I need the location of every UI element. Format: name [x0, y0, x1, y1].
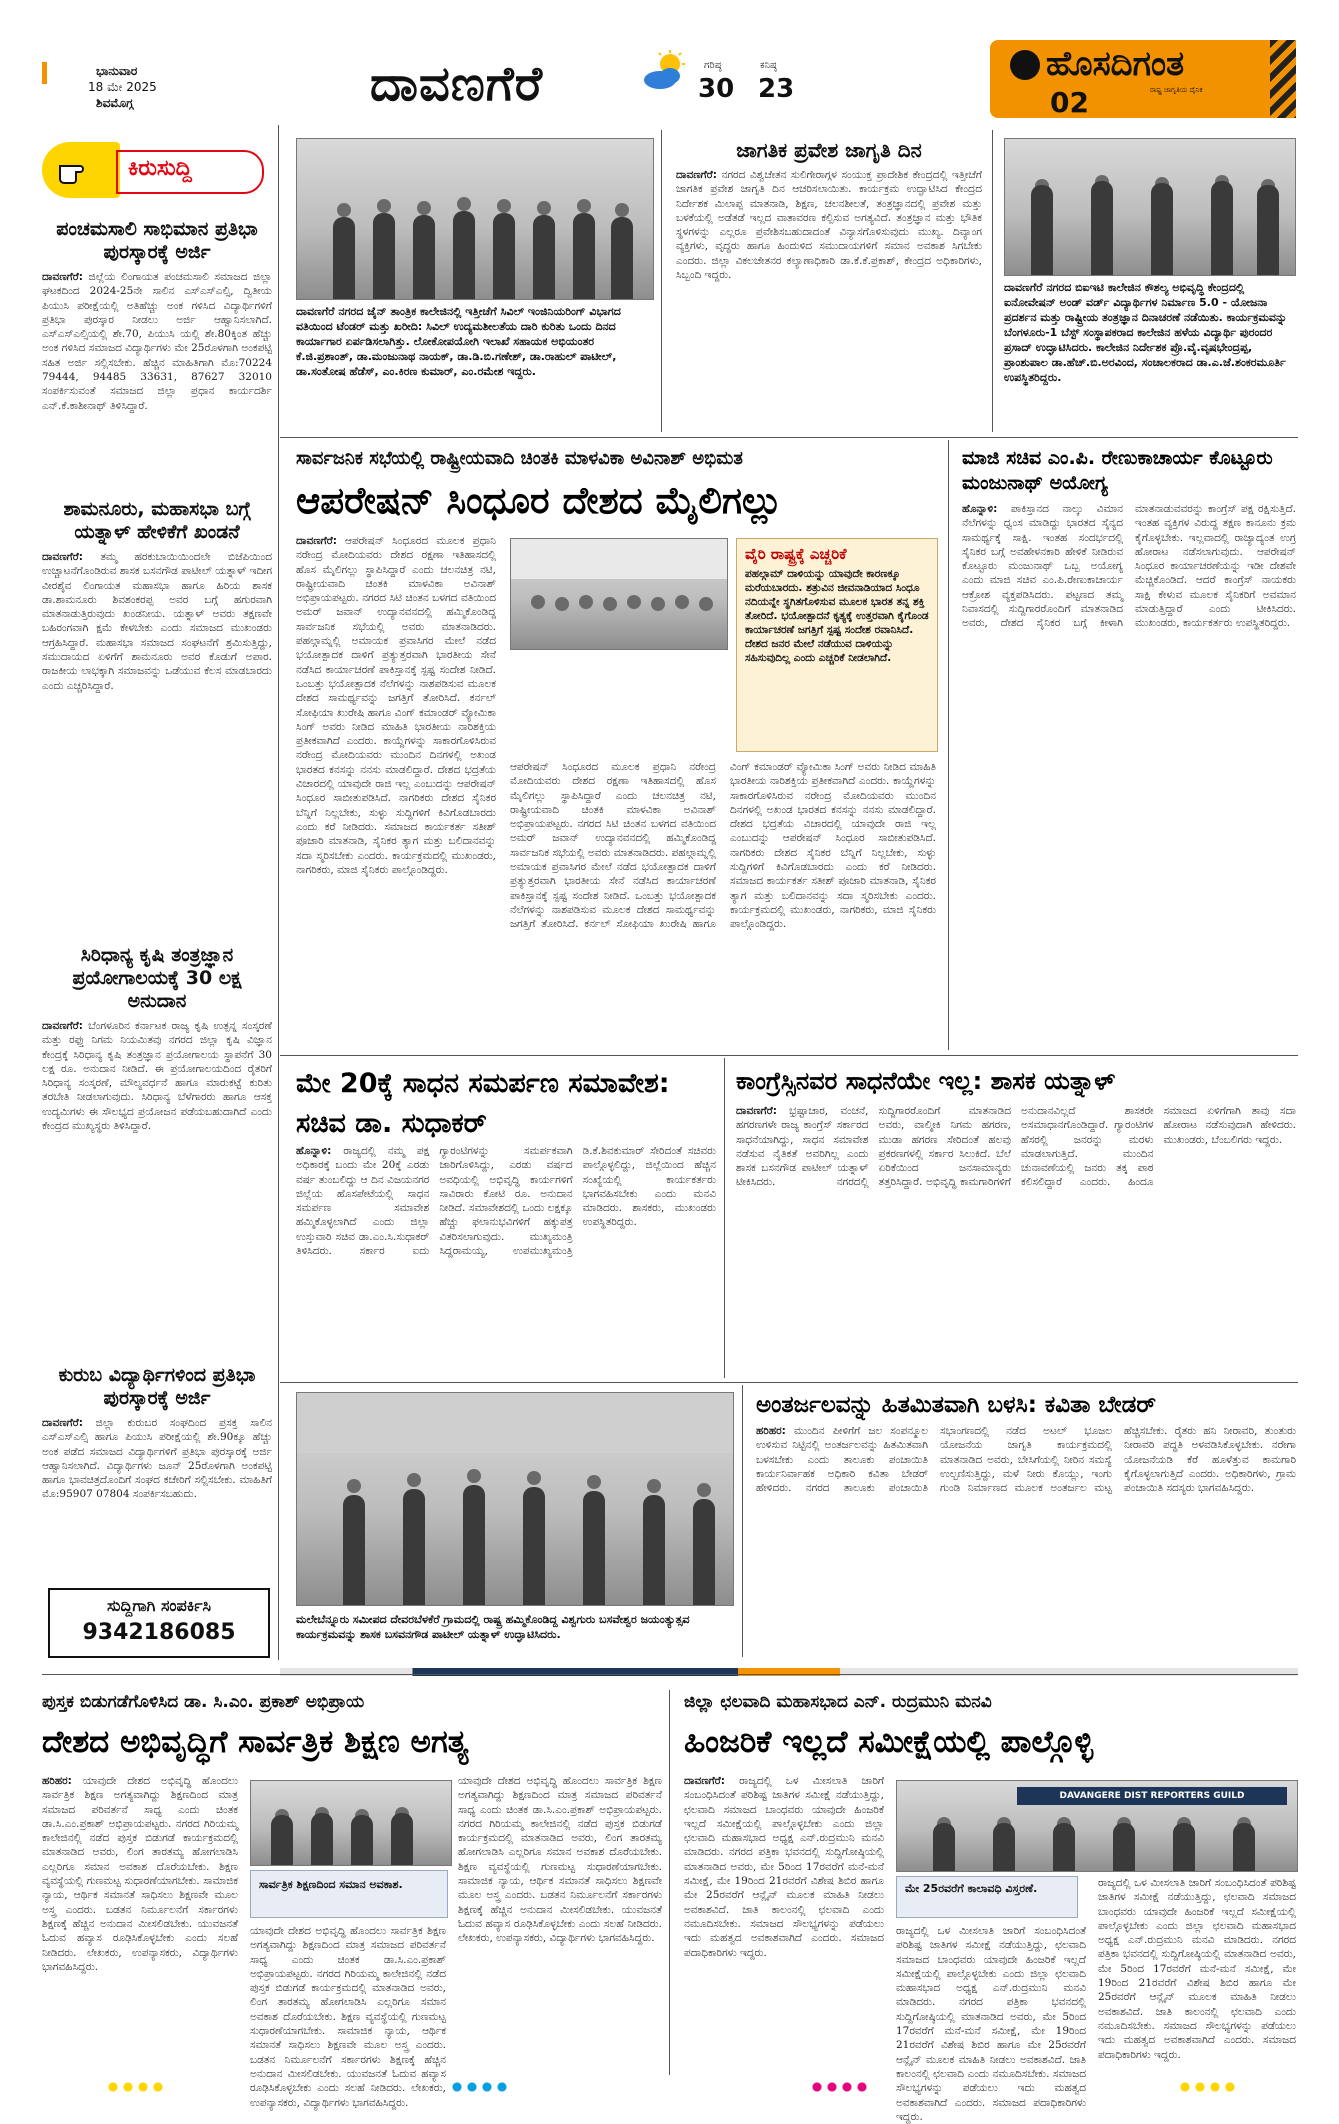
pointing-hand-icon	[58, 156, 98, 184]
brief-4-text: ಜಿಲ್ಲಾ ಕುರುಬರ ಸಂಘದಿಂದ ಪ್ರಸಕ್ತ ಸಾಲಿನ ಎಸ್ಎಸ್ಎಲ್ಸಿ ಹಾಗೂ ಪಿಯುಸಿ ಪರೀಕ್ಷೆಯಲ್ಲಿ ಶೇ.90ಕ್ಕೂ ಹೆಚ್ಚು ಅಂಕ ಪಡೆದ ಸಮಾಜದ ವಿದ್ಯಾರ್ಥಿಗಳಿಗೆ ಪ್ರತಿಭಾ ಪುರಸ್ಕಾರಕ್ಕೆ ಅರ್ಜಿ ಆಹ್ವಾನಿಸಲಾಗಿದೆ. ವಿದ್ಯಾರ್ಥಿಗಳು ಜೂನ್ 25ರೊಳಗಾಗಿ ಅಂಕಪಟ್ಟಿ ಹಾಗೂ ಭಾವಚಿತ್ರದೊಂದಿಗೆ ಸಂಘದ ಕಚೇರಿಗೆ ಸಲ್ಲಿಸಬೇಕು. ಮಾಹಿತಿಗೆ ಮೊ:95907 07804 ಸಂಪರ್ಕಿಸಬಹುದು.	[42, 1417, 273, 1501]
yatnal-headline: ಕಾಂಗ್ರೆಸ್ಸಿನವರ ಸಾಧನೆಯೇ ಇಲ್ಲ: ಶಾಸಕ ಯತ್ನಾಳ್	[736, 1067, 1116, 1095]
header-day: ಭಾನುವಾರ	[96, 64, 138, 78]
contact-label: ಸುದ್ದಿಗಾಗಿ ಸಂಪರ್ಕಿಸಿ	[106, 1596, 212, 1615]
lead-body-col1	[296, 534, 496, 1044]
top-rule-2	[992, 130, 993, 432]
mid-section-rule	[280, 1055, 1298, 1056]
rudramuni-text-cont2: ರಾಜ್ಯದಲ್ಲಿ ಒಳ ಮೀಸಲಾತಿ ಜಾರಿಗೆ ಸಂಬಂಧಿಸಿದಂತೆ ಪರಿಶಿಷ್ಟ ಜಾತಿಗಳ ಸಮೀಕ್ಷೆ ನಡೆಯುತ್ತಿದ್ದು, ಛಲವಾದಿ ಸಮಾಜದ ಬಾಂಧವರು ಯಾವುದೇ ಹಿಂಜರಿಕೆ ಇಲ್ಲದೆ ಸಮೀಕ್ಷೆಯಲ್ಲಿ ಪಾಲ್ಗೊಳ್ಳಬೇಕು ಎಂದು ಜಿಲ್ಲಾ ಛಲವಾದಿ ಮಹಾಸಭಾದ ಅಧ್ಯಕ್ಷ ಎನ್.ರುದ್ರಮುನಿ ಮನವಿ ಮಾಡಿದರು. ನಗರದ ಪತ್ರಿಕಾ ಭವನದಲ್ಲಿ ಸುದ್ದಿಗೋಷ್ಠಿಯಲ್ಲಿ ಮಾತನಾಡಿದ ಅವರು, ಮೇ 5ರಿಂದ 17ರವರೆಗೆ ಮನೆ-ಮನೆ ಸಮೀಕ್ಷೆ, ಮೇ 19ರಿಂದ 21ರವರೆಗೆ ವಿಶೇಷ ಶಿಬಿರ ಹಾಗೂ ಮೇ 25ರವರೆಗೆ ಆನ್ಲೈನ್ ಮೂಲಕ ಮಾಹಿತಿ ನೀಡಲು ಅವಕಾಶವಿದೆ. ಜಾತಿ ಕಾಲಂನಲ್ಲಿ ಛಲವಾದಿ ಎಂದು ನಮೂದಿಸಬೇಕು. ಸಮಾಜದ ಸೌಲಭ್ಯಗಳನ್ನು ಪಡೆಯಲು ಇದು ಮಹತ್ವದ ಅವಕಾಶವಾಗಿದೆ ಎಂದರು. ಸಮಾಜದ ಪದಾಧಿಕಾರಿಗಳು ಇದ್ದರು.	[1098, 1877, 1296, 2061]
brief-1-title: ಪಂಚಮಸಾಲಿ ಸಾಭಿಮಾನ ಪ್ರತಿಭಾ ಪುರಸ್ಕಾರಕ್ಕೆ ಅರ್ಜಿ	[56, 218, 258, 263]
renuka-body	[962, 502, 1296, 1046]
renuka-text: ಪಾಕಿಸ್ತಾನದ ನಾಲ್ಕು ವಿಮಾನ ನೆಲೆಗಳನ್ನು ಧ್ವಂಸ ಮಾಡಿದ್ದು ಭಾರತದ ಸೈನ್ಯದ ಸಾಮರ್ಥ್ಯಕ್ಕೆ ಸಾಕ್ಷಿ. ಇಂತಹ ಸಂದರ್ಭದಲ್ಲಿ ಸೈನಿಕರ ಬಗ್ಗೆ ಅವಹೇಳನಕಾರಿ ಹೇಳಿಕೆ ನೀಡಿರುವ ಕೊಟ್ಟೂರು ಮಂಜುನಾಥ್ ಒಬ್ಬ ಅಯೋಗ್ಯ ಎಂದು ಮಾಜಿ ಸಚಿವ ಎಂ.ಪಿ.ರೇಣುಕಾಚಾರ್ಯ ಆಕ್ರೋಶ ವ್ಯಕ್ತಪಡಿಸಿದರು. ಪಟ್ಟಣದ ತಮ್ಮ ನಿವಾಸದಲ್ಲಿ ಸುದ್ದಿಗಾರರೊಂದಿಗೆ ಮಾತನಾಡಿದ ಅವರು, ದೇಶದ ಸೈನಿಕರ ಬಗ್ಗೆ ಕೀಳಾಗಿ ಮಾತನಾಡುವವರನ್ನು ಕಾಂಗ್ರೆಸ್ ಪಕ್ಷ ರಕ್ಷಿಸುತ್ತಿದೆ. ಇಂತಹ ವ್ಯಕ್ತಿಗಳ ವಿರುದ್ಧ ತಕ್ಷಣ ಕಾನೂನು ಕ್ರಮ ಕೈಗೊಳ್ಳಬೇಕು. ಇಲ್ಲವಾದಲ್ಲಿ ರಾಜ್ಯಾದ್ಯಂತ ಉಗ್ರ ಹೋರಾಟ ನಡೆಸಲಾಗುವುದು. ಆಪರೇಷನ್ ಸಿಂಧೂರ ಕಾರ್ಯಾಚರಣೆಯನ್ನು ಇಡೀ ದೇಶವೇ ಮೆಚ್ಚಿಕೊಂಡಿದೆ. ಆದರೆ ಕಾಂಗ್ರೆಸ್ ನಾಯಕರು ಸಾಕ್ಷಿ ಕೇಳುವ ಮೂಲಕ ಸೈನಿಕರಿಗೆ ಅವಮಾನ ಮಾಡುತ್ತಿದ್ದಾರೆ ಎಂದು ಟೀಕಿಸಿದರು. ಮುಖಂಡರು, ಕಾರ್ಯಕರ್ತರು ಉಪಸ್ಥಿತರಿದ್ದರು.	[962, 503, 1296, 630]
registration-marks-center	[452, 2082, 512, 2092]
brief-4-dateline: ದಾವಣಗೆರೆ:	[42, 1417, 83, 1429]
left-column-rule	[278, 125, 279, 1660]
rudramuni-dateline: ದಾವಣಗೆರೆ:	[684, 1775, 725, 1787]
lead-right-rule	[948, 440, 949, 1050]
registration-marks-mid	[812, 2082, 872, 2092]
brief-4-body	[42, 1416, 272, 1586]
bottom-rule	[669, 1690, 670, 2075]
exhibition-photo-caption: ದಾವಣಗೆರೆ ನಗರದ ಬಿಐಇಟಿ ಕಾಲೇಜಿನ ಕೌಶಲ್ಯ ಅಭಿವೃದ್ಧಿ ಕೇಂದ್ರದಲ್ಲಿ ಐನೋವೇಷನ್ ಅಂಡ್ ವರ್ಡ್ ವಿದ್ಯಾರ್ಥಿಗಳ ನಿರ್ಮಾಣ 5.0 - ಯೋಜನಾ ಪ್ರದರ್ಶನ ಮತ್ತು ರಾಷ್ಟ್ರೀಯ ತಂತ್ರಜ್ಞಾನ ದಿನಾಚರಣೆ ನಡೆಯಿತು. ಕಾರ್ಯಕ್ರಮವನ್ನು ಬೆಂಗಳೂರು-1 ಬೆಸ್ಟ್ ಸಂಸ್ಥಾಪಕರಾದ ಕಾಲೇಜಿನ ಹಳೆಯ ವಿದ್ಯಾರ್ಥಿ ಪುರಂದರ ಪ್ರಸಾದ್ ಉದ್ಘಾಟಿಸಿದರು. ಕಾಲೇಜಿನ ನಿರ್ದೇಶಕ ಪ್ರೊ.ವೈ.ವೃಷಭೇಂದ್ರಪ್ಪ, ಪ್ರಾಂಶುಪಾಲ ಡಾ.ಹೆಚ್.ಬಿ.ಅರವಿಂದ, ಸಂಚಾಲಕರಾದ ಡಾ.ಎ.ಜೆ.ಶಂಕರಮೂರ್ತಿ ಉಪಸ್ಥಿತರಿದ್ದರು.	[1004, 281, 1288, 384]
brief-1-body	[42, 270, 272, 480]
exhibition-photo	[1004, 138, 1296, 276]
prakash-headline: ದೇಶದ ಅಭಿವೃದ್ಧಿಗೆ ಸಾರ್ವತ್ರಿಕ ಶಿಕ್ಷಣ ಅಗತ್ಯ	[42, 1724, 469, 1760]
sudhakar-headline: ಮೇ 20ಕ್ಕೆ ಸಾಧನ ಸಮರ್ಪಣ ಸಮಾವೇಶ: ಸಚಿವ ಡಾ. ಸುಧಾಕರ್	[296, 1068, 670, 1139]
awareness-body	[676, 168, 982, 430]
rudramuni-callout	[896, 1876, 1078, 1918]
prakash-text: ಯಾವುದೇ ದೇಶದ ಅಭಿವೃದ್ಧಿ ಹೊಂದಲು ಸಾರ್ವತ್ರಿಕ ಶಿಕ್ಷಣ ಅಗತ್ಯವಾಗಿದ್ದು ಶಿಕ್ಷಣದಿಂದ ಮಾತ್ರ ಸಮಾಜದ ಪರಿವರ್ತನೆ ಸಾಧ್ಯ ಎಂದು ಚಿಂತಕ ಡಾ.ಸಿ.ಎಂ.ಪ್ರಕಾಶ್ ಅಭಿಪ್ರಾಯಪಟ್ಟರು. ನಗರದ ಗಿರಿಯಮ್ಮ ಕಾಲೇಜಿನಲ್ಲಿ ನಡೆದ ಪುಸ್ತಕ ಬಿಡುಗಡೆ ಕಾರ್ಯಕ್ರಮದಲ್ಲಿ ಮಾತನಾಡಿದ ಅವರು, ಲಿಂಗ ತಾರತಮ್ಯ ಹೋಗಲಾಡಿಸಿ ಎಲ್ಲರಿಗೂ ಸಮಾನ ಅವಕಾಶ ದೊರೆಯಬೇಕು. ಶಿಕ್ಷಣ ವ್ಯವಸ್ಥೆಯಲ್ಲಿ ಗುಣಮಟ್ಟ ಸುಧಾರಣೆಯಾಗಬೇಕು. ಸಾಮಾಜಿಕ ನ್ಯಾಯ, ಆರ್ಥಿಕ ಸಮಾನತೆ ಸಾಧಿಸಲು ಶಿಕ್ಷಣವೇ ಮೂಲ ಅಸ್ತ್ರ ಎಂದರು. ಬಡತನ ನಿರ್ಮೂಲನೆಗೆ ಸರ್ಕಾರಗಳು ಶಿಕ್ಷಣಕ್ಕೆ ಹೆಚ್ಚಿನ ಅನುದಾನ ಮೀಸಲಿಡಬೇಕು. ಯುವಜನತೆ ಓದುವ ಹವ್ಯಾಸ ರೂಢಿಸಿಕೊಳ್ಳಬೇಕು ಎಂದು ಸಲಹೆ ನೀಡಿದರು. ಲೇಖಕರು, ಉಪನ್ಯಾಸಕರು, ವಿದ್ಯಾರ್ಥಿಗಳು ಭಾಗವಹಿಸಿದ್ದರು.	[42, 1775, 238, 1973]
header-accent-bar	[42, 62, 47, 84]
bottom-band-rule	[42, 1674, 1298, 1675]
press-banner: DAVANGERE DIST REPORTERS GUILD	[1017, 1787, 1287, 1805]
lead-kicker: ಸಾರ್ವಜನಿಕ ಸಭೆಯಲ್ಲಿ ರಾಷ್ಟ್ರೀಯವಾದಿ ಚಿಂತಕಿ ಮಾಳವಿಕಾ ಅವಿನಾಶ್ ಅಭಿಮತ	[296, 448, 743, 469]
min-temp: 23	[758, 74, 795, 104]
brief-3-title: ಸಿರಿಧಾನ್ಯ ಕೃಷಿ ತಂತ್ರಜ್ಞಾನ ಪ್ರಯೋಗಾಲಯಕ್ಕೆ 30 ಲಕ್ಷ ಅನುದಾನ	[72, 944, 242, 1012]
page-number: 02	[1050, 86, 1089, 119]
brand-tagline: ರಾಷ್ಟ್ರ ಜಾಗೃತಿಯ ದೈನಿಕ	[1150, 86, 1203, 94]
contact-box	[48, 1588, 270, 1658]
awareness-title: ಜಾಗತಿಕ ಪ್ರವೇಶ ಜಾಗೃತಿ ದಿನ	[736, 138, 922, 162]
brief-1	[42, 218, 272, 480]
brief-4-title: ಕುರುಬ ವಿದ್ಯಾರ್ಥಿಗಳಿಂದ ಪ್ರತಿಭಾ ಪುರಸ್ಕಾರಕ್ಕೆ ಅರ್ಜಿ	[58, 1364, 256, 1409]
rudramuni-callout-text: ಮೇ 25ರವರೆಗೆ ಕಾಲಾವಧಿ ವಿಸ್ತರಣೆ.	[905, 1882, 1038, 1895]
lead-dateline: ದಾವಣಗೆರೆ:	[296, 535, 337, 547]
rudramuni-body-col2	[896, 1924, 1086, 2123]
weather-icon	[640, 50, 688, 94]
kavitha-dateline: ಹರಿಹರ:	[756, 1425, 786, 1437]
yatnal-text: ಭ್ರಷ್ಟಾಚಾರ, ವಂಚನೆ, ಹಗರಣಗಳೇ ರಾಜ್ಯ ಕಾಂಗ್ರೆಸ್ ಸರ್ಕಾರದ ಸಾಧನೆಯಾಗಿದ್ದು, ಸಾಧನ ಸಮಾವೇಶ ನಡೆಸುವ ನೈತಿಕತೆ ಅವರಿಗಿಲ್ಲ ಎಂದು ಶಾಸಕ ಬಸನಗೌಡ ಪಾಟೀಲ್ ಯತ್ನಾಳ್ ಟೀಕಿಸಿದರು. ನಗರದಲ್ಲಿ ಸುದ್ದಿಗಾರರೊಂದಿಗೆ ಮಾತನಾಡಿದ ಅವರು, ವಾಲ್ಮೀಕಿ ನಿಗಮ ಹಗರಣ, ಮುಡಾ ಹಗರಣ ಸೇರಿದಂತೆ ಹಲವು ಪ್ರಕರಣಗಳಲ್ಲಿ ಸರ್ಕಾರ ಸಿಲುಕಿದೆ. ಬೆಲೆ ಏರಿಕೆಯಿಂದ ಜನಸಾಮಾನ್ಯರು ತತ್ತರಿಸಿದ್ದಾರೆ. ಅಭಿವೃದ್ಧಿ ಕಾಮಗಾರಿಗಳಿಗೆ ಅನುದಾನವಿಲ್ಲದೆ ಶಾಸಕರೇ ಅಸಮಾಧಾನಗೊಂಡಿದ್ದಾರೆ. ಗ್ಯಾರಂಟಿಗಳ ಹೆಸರಲ್ಲಿ ಜನರನ್ನು ಮರಳು ಮಾಡಲಾಗುತ್ತಿದೆ. ಮುಂದಿನ ಚುನಾವಣೆಯಲ್ಲಿ ಜನರು ತಕ್ಕ ಪಾಠ ಕಲಿಸಲಿದ್ದಾರೆ ಎಂದರು. ಹಿಂದೂ ಸಮಾಜದ ಏಳಿಗೆಗಾಗಿ ತಾವು ಸದಾ ಹೋರಾಟ ನಡೆಸುವುದಾಗಿ ಹೇಳಿದರು. ಮುಖಂಡರು, ಬೆಂಬಲಿಗರು ಇದ್ದರು.	[736, 1105, 1296, 1189]
brief-2-text: ತಮ್ಮ ಹರಕುಬಾಯಿಯಿಂದಲೇ ಬಿಜೆಪಿಯಿಂದ ಉಚ್ಚಾಟನೆಗೊಂಡಿರುವ ಶಾಸಕ ಬಸನಗೌಡ ಪಾಟೀಲ್ ಯತ್ನಾಳ್ ಇದೀಗ ವೀರಶೈವ ಲಿಂಗಾಯತ ಮಹಾಸಭಾ ಹಾಗೂ ಹಿರಿಯ ಶಾಸಕ ಡಾ.ಶಾಮನೂರು ಶಿವಶಂಕರಪ್ಪ ಅವರ ಬಗ್ಗೆ ಹಗುರವಾಗಿ ಮಾತನಾಡುತ್ತಿರುವುದು ಖಂಡನೀಯ. ಯತ್ನಾಳ್ ಅವರು ತಕ್ಷಣವೇ ಬಹಿರಂಗವಾಗಿ ಕ್ಷಮೆ ಕೇಳಬೇಕು ಎಂದು ಸಮಾಜದ ಮುಖಂಡರು ಆಗ್ರಹಿಸಿದ್ದಾರೆ. ಮಹಾಸಭಾ ಸಮಾಜದ ಸಂಘಟನೆಗೆ ಶ್ರಮಿಸುತ್ತಿದ್ದು, ಸಮುದಾಯದ ಏಳಿಗೆಗೆ ಶಾಮನೂರು ಅವರ ಕೊಡುಗೆ ಅಪಾರ. ರಾಜಕೀಯ ಲಾಭಕ್ಕಾಗಿ ಸಮಾಜವನ್ನು ಒಡೆಯುವ ಕೆಲಸ ಮಾಡಬಾರದು ಎಂದು ಎಚ್ಚರಿಸಿದ್ದಾರೆ.	[42, 551, 272, 692]
lead-text: ಆಪರೇಷನ್ ಸಿಂಧೂರದ ಮೂಲಕ ಪ್ರಧಾನಿ ನರೇಂದ್ರ ಮೋದಿಯವರು ದೇಶದ ರಕ್ಷಣಾ ಇತಿಹಾಸದಲ್ಲಿ ಹೊಸ ಮೈಲಿಗಲ್ಲು ಸ್ಥಾಪಿಸಿದ್ದಾರೆ ಎಂದು ಚಲನಚಿತ್ರ ನಟಿ, ರಾಷ್ಟ್ರೀಯವಾದಿ ಚಿಂತಕಿ ಮಾಳವಿಕಾ ಅವಿನಾಶ್ ಅಭಿಪ್ರಾಯಪಟ್ಟರು. ನಗರದ ಸಿಟಿ ಚಿಂತನ ಬಳಗದ ವತಿಯಿಂದ ಅಮರ್ ಜವಾನ್ ಉದ್ಯಾನವನದಲ್ಲಿ ಹಮ್ಮಿಕೊಂಡಿದ್ದ ಸಾರ್ವಜನಿಕ ಸಭೆಯಲ್ಲಿ ಅವರು ಮಾತನಾಡಿದರು. ಪಹಲ್ಗಾಮ್ನಲ್ಲಿ ಅಮಾಯಕ ಪ್ರವಾಸಿಗರ ಮೇಲೆ ನಡೆದ ಭಯೋತ್ಪಾದಕ ದಾಳಿಗೆ ಪ್ರತ್ಯುತ್ತರವಾಗಿ ಭಾರತೀಯ ಸೇನೆ ನಡೆಸಿದ ಕಾರ್ಯಾಚರಣೆ ಪಾಕಿಸ್ತಾನಕ್ಕೆ ಸ್ಪಷ್ಟ ಸಂದೇಶ ನೀಡಿದೆ. ಒಂಬತ್ತು ಭಯೋತ್ಪಾದಕ ನೆಲೆಗಳನ್ನು ನಾಶಪಡಿಸುವ ಮೂಲಕ ದೇಶದ ಸಾಮರ್ಥ್ಯವನ್ನು ಜಗತ್ತಿಗೆ ತೋರಿಸಿದೆ. ಕರ್ನಲ್ ಸೋಫಿಯಾ ಖುರೇಷಿ ಹಾಗೂ ವಿಂಗ್ ಕಮಾಂಡರ್ ವ್ಯೋಮಿಕಾ ಸಿಂಗ್ ಅವರು ನೀಡಿದ ಮಾಹಿತಿ ಭಾರತೀಯ ನಾರಿಶಕ್ತಿಯ ಪ್ರತೀಕವಾಗಿದೆ ಎಂದರು. ಕಾಯ್ದೆಗಳನ್ನು ಸಾಕಾರಗೊಳಿಸಿರುವ ನರೇಂದ್ರ ಮೋದಿಯವರು ಮುಂದಿನ ದಿನಗಳಲ್ಲಿ ಅಖಂಡ ಭಾರತದ ಕನಸನ್ನು ನನಸು ಮಾಡಲಿದ್ದಾರೆ. ದೇಶದ ಭದ್ರತೆಯ ವಿಚಾರದಲ್ಲಿ ಯಾವುದೇ ರಾಜಿ ಇಲ್ಲ ಎಂಬುದನ್ನು ಆಪರೇಷನ್ ಸಿಂಧೂರ ಸಾಬೀತುಪಡಿಸಿದೆ. ನಾಗರಿಕರು ದೇಶದ ಸೈನಿಕರ ಬೆನ್ನಿಗೆ ನಿಲ್ಲಬೇಕು, ಸುಳ್ಳು ಸುದ್ದಿಗಳಿಗೆ ಕಿವಿಗೊಡಬಾರದು ಎಂದು ಕರೆ ನೀಡಿದರು. ಸಮಾಜದ ಕಾರ್ಯಕರ್ತ ಸತೀಶ್ ಪೂಜಾರಿ ಮಾತನಾಡಿ, ಸೈನಿಕರ ತ್ಯಾಗ ಮತ್ತು ಬಲಿದಾನವನ್ನು ಸದಾ ಸ್ಮರಿಸಬೇಕು ಎಂದರು. ಕಾರ್ಯಕ್ರಮದಲ್ಲಿ ಮುಖಂಡರು, ನಾಗರಿಕರು, ಮಾಜಿ ಸೈನಿಕರು ಪಾಲ್ಗೊಂಡಿದ್ದರು.	[296, 535, 496, 876]
rally-photo	[510, 538, 728, 650]
header-place: ಶಿವಮೊಗ್ಗ	[96, 96, 134, 110]
yatnal-body	[736, 1104, 1296, 1374]
prakash-dateline: ಹರಿಹರ:	[42, 1775, 72, 1787]
sudhakar-dateline: ಹೊನ್ನಾಳಿ:	[296, 1145, 332, 1157]
contact-phone: 9342186085	[82, 1620, 236, 1645]
sudhakar-text: ರಾಜ್ಯದಲ್ಲಿ ನಮ್ಮ ಪಕ್ಷ ಅಧಿಕಾರಕ್ಕೆ ಬಂದು ಮೇ 20ಕ್ಕೆ ಎರಡು ವರ್ಷ ತುಂಬಲಿದ್ದು ಆ ದಿನ ವಿಜಯನಗರ ಜಿಲ್ಲೆಯ ಹೊಸಪೇಟೆಯಲ್ಲಿ ಸಾಧನ ಸಮರ್ಪಣ ಸಮಾವೇಶ ಹಮ್ಮಿಕೊಳ್ಳಲಾಗಿದೆ ಎಂದು ಜಿಲ್ಲಾ ಉಸ್ತುವಾರಿ ಸಚಿವ ಡಾ.ಎಂ.ಸಿ.ಸುಧಾಕರ್ ತಿಳಿಸಿದರು. ಸರ್ಕಾರ ಐದು ಗ್ಯಾರಂಟಿಗಳನ್ನು ಸಮರ್ಪಕವಾಗಿ ಜಾರಿಗೊಳಿಸಿದ್ದು, ಎರಡು ವರ್ಷದ ಅವಧಿಯಲ್ಲಿ ಅಭಿವೃದ್ಧಿ ಕಾರ್ಯಗಳಿಗೆ ಸಾವಿರಾರು ಕೋಟಿ ರೂ. ಅನುದಾನ ನೀಡಿದೆ. ಸಮಾವೇಶದಲ್ಲಿ ಒಂದು ಲಕ್ಷಕ್ಕೂ ಹೆಚ್ಚು ಫಲಾನುಭವಿಗಳಿಗೆ ಹಕ್ಕುಪತ್ರ ವಿತರಿಸಲಾಗುವುದು. ಮುಖ್ಯಮಂತ್ರಿ ಸಿದ್ದರಾಮಯ್ಯ, ಉಪಮುಖ್ಯಮಂತ್ರಿ ಡಿ.ಕೆ.ಶಿವಕುಮಾರ್ ಸೇರಿದಂತೆ ಸಚಿವರು ಪಾಲ್ಗೊಳ್ಳಲಿದ್ದು, ಜಿಲ್ಲೆಯಿಂದ ಹೆಚ್ಚಿನ ಸಂಖ್ಯೆಯಲ್ಲಿ ಕಾರ್ಯಕರ್ತರು ಭಾಗವಹಿಸಬೇಕು ಎಂದು ಮನವಿ ಮಾಡಿದರು. ಶಾಸಕರು, ಮುಖಂಡರು ಉಪಸ್ಥಿತರಿದ್ದರು.	[296, 1145, 716, 1258]
brief-3-body	[42, 1019, 272, 1329]
brief-3-text: ಬೆಂಗಳೂರಿನ ಕರ್ನಾಟಕ ರಾಜ್ಯ ಕೃಷಿ ಉತ್ಪನ್ನ ಸಂಸ್ಕರಣೆ ಮತ್ತು ರಫ್ತು ನಿಗಮ ನಿಯಮಿತವು ನಗರದ ಜಿಲ್ಲಾ ಕೃಷಿ ವಿಜ್ಞಾನ ಕೇಂದ್ರಕ್ಕೆ ಸಿರಿಧಾನ್ಯ ಕೃಷಿ ತಂತ್ರಜ್ಞಾನ ಪ್ರಯೋಗಾಲಯ ಸ್ಥಾಪನೆಗೆ 30 ಲಕ್ಷ ರೂ. ಅನುದಾನ ನೀಡಿದೆ. ಈ ಪ್ರಯೋಗಾಲಯದಿಂದ ರೈತರಿಗೆ ಸಿರಿಧಾನ್ಯ ಸಂಸ್ಕರಣೆ, ಮೌಲ್ಯವರ್ಧನೆ ಹಾಗೂ ಮಾರುಕಟ್ಟೆ ಕುರಿತು ತರಬೇತಿ ನೀಡಲಾಗುವುದು. ಸಿರಿಧಾನ್ಯ ಬೆಳೆಗಾರರು ಹಾಗೂ ಆಸಕ್ತ ಉದ್ಯಮಿಗಳು ಈ ಸೌಲಭ್ಯದ ಪ್ರಯೋಜನ ಪಡೆಯಬಹುದಾಗಿದೆ ಎಂದು ಕೇಂದ್ರದ ಮುಖ್ಯಸ್ಥರು ತಿಳಿಸಿದ್ದಾರೆ.	[42, 1020, 272, 1133]
lead-callout	[736, 538, 938, 752]
brief-3	[42, 944, 272, 1329]
brief-4	[42, 1364, 272, 1586]
rudramuni-kicker: ಜಿಲ್ಲಾ ಛಲವಾದಿ ಮಹಾಸಭಾದ ಎನ್. ರುದ್ರಮುನಿ ಮನವಿ	[684, 1692, 992, 1712]
prakash-body-col1	[42, 1774, 238, 2074]
top-section-rule	[280, 437, 1298, 438]
brief-2	[42, 498, 272, 930]
rudramuni-text-cont: ರಾಜ್ಯದಲ್ಲಿ ಒಳ ಮೀಸಲಾತಿ ಜಾರಿಗೆ ಸಂಬಂಧಿಸಿದಂತೆ ಪರಿಶಿಷ್ಟ ಜಾತಿಗಳ ಸಮೀಕ್ಷೆ ನಡೆಯುತ್ತಿದ್ದು, ಛಲವಾದಿ ಸಮಾಜದ ಬಾಂಧವರು ಯಾವುದೇ ಹಿಂಜರಿಕೆ ಇಲ್ಲದೆ ಸಮೀಕ್ಷೆಯಲ್ಲಿ ಪಾಲ್ಗೊಳ್ಳಬೇಕು ಎಂದು ಜಿಲ್ಲಾ ಛಲವಾದಿ ಮಹಾಸಭಾದ ಅಧ್ಯಕ್ಷ ಎನ್.ರುದ್ರಮುನಿ ಮನವಿ ಮಾಡಿದರು. ನಗರದ ಪತ್ರಿಕಾ ಭವನದಲ್ಲಿ ಸುದ್ದಿಗೋಷ್ಠಿಯಲ್ಲಿ ಮಾತನಾಡಿದ ಅವರು, ಮೇ 5ರಿಂದ 17ರವರೆಗೆ ಮನೆ-ಮನೆ ಸಮೀಕ್ಷೆ, ಮೇ 19ರಿಂದ 21ರವರೆಗೆ ವಿಶೇಷ ಶಿಬಿರ ಹಾಗೂ ಮೇ 25ರವರೆಗೆ ಆನ್ಲೈನ್ ಮೂಲಕ ಮಾಹಿತಿ ನೀಡಲು ಅವಕಾಶವಿದೆ. ಜಾತಿ ಕಾಲಂನಲ್ಲಿ ಛಲವಾದಿ ಎಂದು ನಮೂದಿಸಬೇಕು. ಸಮಾಜದ ಸೌಲಭ್ಯಗಳನ್ನು ಪಡೆಯಲು ಇದು ಮಹತ್ವದ ಅವಕಾಶವಾಗಿದೆ ಎಂದರು. ಸಮಾಜದ ಪದಾಧಿಕಾರಿಗಳು ಇದ್ದರು.	[896, 1925, 1086, 2123]
sudhakar-body	[296, 1144, 716, 1374]
prakash-text-cont2: ಯಾವುದೇ ದೇಶದ ಅಭಿವೃದ್ಧಿ ಹೊಂದಲು ಸಾರ್ವತ್ರಿಕ ಶಿಕ್ಷಣ ಅಗತ್ಯವಾಗಿದ್ದು ಶಿಕ್ಷಣದಿಂದ ಮಾತ್ರ ಸಮಾಜದ ಪರಿವರ್ತನೆ ಸಾಧ್ಯ ಎಂದು ಚಿಂತಕ ಡಾ.ಸಿ.ಎಂ.ಪ್ರಕಾಶ್ ಅಭಿಪ್ರಾಯಪಟ್ಟರು. ನಗರದ ಗಿರಿಯಮ್ಮ ಕಾಲೇಜಿನಲ್ಲಿ ನಡೆದ ಪುಸ್ತಕ ಬಿಡುಗಡೆ ಕಾರ್ಯಕ್ರಮದಲ್ಲಿ ಮಾತನಾಡಿದ ಅವರು, ಲಿಂಗ ತಾರತಮ್ಯ ಹೋಗಲಾಡಿಸಿ ಎಲ್ಲರಿಗೂ ಸಮಾನ ಅವಕಾಶ ದೊರೆಯಬೇಕು. ಶಿಕ್ಷಣ ವ್ಯವಸ್ಥೆಯಲ್ಲಿ ಗುಣಮಟ್ಟ ಸುಧಾರಣೆಯಾಗಬೇಕು. ಸಾಮಾಜಿಕ ನ್ಯಾಯ, ಆರ್ಥಿಕ ಸಮಾನತೆ ಸಾಧಿಸಲು ಶಿಕ್ಷಣವೇ ಮೂಲ ಅಸ್ತ್ರ ಎಂದರು. ಬಡತನ ನಿರ್ಮೂಲನೆಗೆ ಸರ್ಕಾರಗಳು ಶಿಕ್ಷಣಕ್ಕೆ ಹೆಚ್ಚಿನ ಅನುದಾನ ಮೀಸಲಿಡಬೇಕು. ಯುವಜನತೆ ಓದುವ ಹವ್ಯಾಸ ರೂಢಿಸಿಕೊಳ್ಳಬೇಕು ಎಂದು ಸಲಹೆ ನೀಡಿದರು. ಲೇಖಕರು, ಉಪನ್ಯಾಸಕರು, ವಿದ್ಯಾರ್ಥಿಗಳು ಭಾಗವಹಿಸಿದ್ದರು.	[458, 1775, 662, 1945]
brief-2-title: ಶಾಮನೂರು, ಮಹಾಸಭಾ ಬಗ್ಗೆ ಯತ್ನಾಳ್ ಹೇಳಿಕೆಗೆ ಖಂಡನೆ	[63, 498, 251, 543]
brief-1-text: ಜಿಲ್ಲೆಯ ಲಿಂಗಾಯತ ಪಂಚಮಸಾಲಿ ಸಮಾಜದ ಜಿಲ್ಲಾ ಘಟಕದಿಂದ 2024-25ನೇ ಸಾಲಿನ ಎಸ್ಎಸ್ಎಲ್ಸಿ, ದ್ವಿತೀಯ ಪಿಯುಸಿ ಪರೀಕ್ಷೆಯಲ್ಲಿ ಅತಿಹೆಚ್ಚು ಅಂಕ ಗಳಿಸಿದ ವಿದ್ಯಾರ್ಥಿಗಳಿಗೆ ಪ್ರತಿಭಾ ಪುರಸ್ಕಾರ ನೀಡಲು ಅರ್ಜಿ ಆಹ್ವಾನಿಸಲಾಗಿದೆ. ಎಸ್ಎಸ್ಎಲ್ಸಿಯಲ್ಲಿ ಶೇ.70, ಪಿಯುಸಿ ಯಲ್ಲಿ ಶೇ.80ಕ್ಕಿಂತ ಹೆಚ್ಚು ಅಂಕ ಗಳಿಸಿದ ಸಮಾಜದ ವಿದ್ಯಾರ್ಥಿಗಳು ಮೇ 25ರೊಳಗಾಗಿ ಅಂಕಪಟ್ಟಿ ಸಹಿತ ಅರ್ಜಿ ಸಲ್ಲಿಸಬೇಕು. ಹೆಚ್ಚಿನ ಮಾಹಿತಿಗಾಗಿ ಮೊ:70224 79444, 94485 33631, 87627 32010 ಸಂಪರ್ಕಿಸುವಂತೆ ಸಮಾಜದ ಜಿಲ್ಲಾ ಪ್ರಧಾನ ಕಾರ್ಯದರ್ಶಿ ಎನ್.ಕೆ.ಕಾಶೀನಾಥ್ ತಿಳಿಸಿದ್ದಾರೆ.	[42, 271, 272, 412]
top-rule-1	[661, 130, 662, 432]
min-temp-label: ಕನಿಷ್ಠ	[760, 60, 777, 71]
prakash-text-cont: ಯಾವುದೇ ದೇಶದ ಅಭಿವೃದ್ಧಿ ಹೊಂದಲು ಸಾರ್ವತ್ರಿಕ ಶಿಕ್ಷಣ ಅಗತ್ಯವಾಗಿದ್ದು ಶಿಕ್ಷಣದಿಂದ ಮಾತ್ರ ಸಮಾಜದ ಪರಿವರ್ತನೆ ಸಾಧ್ಯ ಎಂದು ಚಿಂತಕ ಡಾ.ಸಿ.ಎಂ.ಪ್ರಕಾಶ್ ಅಭಿಪ್ರಾಯಪಟ್ಟರು. ನಗರದ ಗಿರಿಯಮ್ಮ ಕಾಲೇಜಿನಲ್ಲಿ ನಡೆದ ಪುಸ್ತಕ ಬಿಡುಗಡೆ ಕಾರ್ಯಕ್ರಮದಲ್ಲಿ ಮಾತನಾಡಿದ ಅವರು, ಲಿಂಗ ತಾರತಮ್ಯ ಹೋಗಲಾಡಿಸಿ ಎಲ್ಲರಿಗೂ ಸಮಾನ ಅವಕಾಶ ದೊರೆಯಬೇಕು. ಶಿಕ್ಷಣ ವ್ಯವಸ್ಥೆಯಲ್ಲಿ ಗುಣಮಟ್ಟ ಸುಧಾರಣೆಯಾಗಬೇಕು. ಸಾಮಾಜಿಕ ನ್ಯಾಯ, ಆರ್ಥಿಕ ಸಮಾನತೆ ಸಾಧಿಸಲು ಶಿಕ್ಷಣವೇ ಮೂಲ ಅಸ್ತ್ರ ಎಂದರು. ಬಡತನ ನಿರ್ಮೂಲನೆಗೆ ಸರ್ಕಾರಗಳು ಶಿಕ್ಷಣಕ್ಕೆ ಹೆಚ್ಚಿನ ಅನುದಾನ ಮೀಸಲಿಡಬೇಕು. ಯುವಜನತೆ ಓದುವ ಹವ್ಯಾಸ ರೂಢಿಸಿಕೊಳ್ಳಬೇಕು ಎಂದು ಸಲಹೆ ನೀಡಿದರು. ಲೇಖಕರು, ಉಪನ್ಯಾಸಕರು, ವಿದ್ಯಾರ್ಥಿಗಳು ಭಾಗವಹಿಸಿದ್ದರು.	[250, 1925, 446, 2109]
header	[0, 0, 1339, 125]
workshop-photo-caption: ದಾವಣಗೆರೆ ನಗರದ ಜೈನ್ ತಾಂತ್ರಿಕ ಕಾಲೇಜಿನಲ್ಲಿ ಇತ್ತೀಚೆಗೆ ಸಿವಿಲ್ ಇಂಜಿನಿಯರಿಂಗ್ ವಿಭಾಗದ ವತಿಯಿಂದ ಟೆಂಡರ್ ಮತ್ತು ಖರೀದಿ: ಸಿವಿಲ್ ಉದ್ಯಮಶೀಲತೆಯ ದಾರಿ ಕುರಿತು ಒಂದು ದಿನದ ಕಾರ್ಯಾಗಾರ ಏರ್ಪಡಿಸಲಾಗಿತ್ತು. ಲೋಕೋಪಯೋಗಿ ಇಲಾಖೆ ಸಹಾಯಕ ಅಭಿಯಂತರ ಕೆ.ಜಿ.ಪ್ರಶಾಂತ್, ಡಾ.ಮಂಜುನಾಥ ನಾಯಕ್, ಡಾ.ಡಿ.ಬಿ.ಗಣೇಶ್, ಡಾ.ರಾಹುಲ್ ಪಾಟೀಲ್, ಡಾ.ಸಂತೋಷ ಹೆಡೆಸ್, ಎಂ.ಕಿರಣ ಕುಮಾರ್, ಎಂ.ರಮೇಶ ಇದ್ದರು.	[296, 305, 621, 378]
registration-marks-right	[1180, 2082, 1240, 2092]
rudramuni-text: ರಾಜ್ಯದಲ್ಲಿ ಒಳ ಮೀಸಲಾತಿ ಜಾರಿಗೆ ಸಂಬಂಧಿಸಿದಂತೆ ಪರಿಶಿಷ್ಟ ಜಾತಿಗಳ ಸಮೀಕ್ಷೆ ನಡೆಯುತ್ತಿದ್ದು, ಛಲವಾದಿ ಸಮಾಜದ ಬಾಂಧವರು ಯಾವುದೇ ಹಿಂಜರಿಕೆ ಇಲ್ಲದೆ ಸಮೀಕ್ಷೆಯಲ್ಲಿ ಪಾಲ್ಗೊಳ್ಳಬೇಕು ಎಂದು ಜಿಲ್ಲಾ ಛಲವಾದಿ ಮಹಾಸಭಾದ ಅಧ್ಯಕ್ಷ ಎನ್.ರುದ್ರಮುನಿ ಮನವಿ ಮಾಡಿದರು. ನಗರದ ಪತ್ರಿಕಾ ಭವನದಲ್ಲಿ ಸುದ್ದಿಗೋಷ್ಠಿಯಲ್ಲಿ ಮಾತನಾಡಿದ ಅವರು, ಮೇ 5ರಿಂದ 17ರವರೆಗೆ ಮನೆ-ಮನೆ ಸಮೀಕ್ಷೆ, ಮೇ 19ರಿಂದ 21ರವರೆಗೆ ವಿಶೇಷ ಶಿಬಿರ ಹಾಗೂ ಮೇ 25ರವರೆಗೆ ಆನ್ಲೈನ್ ಮೂಲಕ ಮಾಹಿತಿ ನೀಡಲು ಅವಕಾಶವಿದೆ. ಜಾತಿ ಕಾಲಂನಲ್ಲಿ ಛಲವಾದಿ ಎಂದು ನಮೂದಿಸಬೇಕು. ಸಮಾಜದ ಸೌಲಭ್ಯಗಳನ್ನು ಪಡೆಯಲು ಇದು ಮಹತ್ವದ ಅವಕಾಶವಾಗಿದೆ ಎಂದರು. ಸಮಾಜದ ಪದಾಧಿಕಾರಿಗಳು ಇದ್ದರು.	[684, 1775, 884, 1959]
basava-jayanti-caption: ಮಲೇಬೆನ್ನೂರು ಸಮೀಪದ ದೇವರಬೆಳಕೆರೆ ಗ್ರಾಮದಲ್ಲಿ ರಾಷ್ಟ್ರ ಹಮ್ಮಿಕೊಂಡಿದ್ದ ವಿಶ್ವಗುರು ಬಸವೇಶ್ವರ ಜಯಂತ್ಯುತ್ಸವ ಕಾರ್ಯಕ್ರಮವನ್ನು ಶಾಸಕ ಬಸವನಗೌಡ ಪಾಟೀಲ್ ಯತ್ನಾಳ್ ಉದ್ಘಾಟಿಸಿದರು.	[296, 1613, 690, 1641]
brief-2-body	[42, 550, 272, 930]
briefs-logo-text: ಕಿರುಸುದ್ದಿ	[128, 156, 192, 181]
prakash-callout	[250, 1870, 448, 1918]
mid-rule	[724, 1058, 725, 1378]
prakash-body-col2	[250, 1924, 446, 2109]
prakash-kicker: ಪುಸ್ತಕ ಬಿಡುಗಡೆಗೊಳಿಸಿದ ಡಾ. ಸಿ.ಎಂ. ಪ್ರಕಾಶ್ ಅಭಿಪ್ರಾಯ	[42, 1692, 365, 1712]
kavitha-headline: ಅಂತರ್ಜಲವನ್ನು ಹಿತಮಿತವಾಗಿ ಬಳಸಿ: ಕವಿತಾ ಬೇಡರ್	[756, 1392, 1156, 1418]
renuka-dateline: ಹೊನ್ನಾಳಿ:	[962, 503, 998, 515]
workshop-photo	[296, 138, 654, 300]
lead-text-cont: ಆಪರೇಷನ್ ಸಿಂಧೂರದ ಮೂಲಕ ಪ್ರಧಾನಿ ನರೇಂದ್ರ ಮೋದಿಯವರು ದೇಶದ ರಕ್ಷಣಾ ಇತಿಹಾಸದಲ್ಲಿ ಹೊಸ ಮೈಲಿಗಲ್ಲು ಸ್ಥಾಪಿಸಿದ್ದಾರೆ ಎಂದು ಚಲನಚಿತ್ರ ನಟಿ, ರಾಷ್ಟ್ರೀಯವಾದಿ ಚಿಂತಕಿ ಮಾಳವಿಕಾ ಅವಿನಾಶ್ ಅಭಿಪ್ರಾಯಪಟ್ಟರು. ನಗರದ ಸಿಟಿ ಚಿಂತನ ಬಳಗದ ವತಿಯಿಂದ ಅಮರ್ ಜವಾನ್ ಉದ್ಯಾನವನದಲ್ಲಿ ಹಮ್ಮಿಕೊಂಡಿದ್ದ ಸಾರ್ವಜನಿಕ ಸಭೆಯಲ್ಲಿ ಅವರು ಮಾತನಾಡಿದರು. ಪಹಲ್ಗಾಮ್ನಲ್ಲಿ ಅಮಾಯಕ ಪ್ರವಾಸಿಗರ ಮೇಲೆ ನಡೆದ ಭಯೋತ್ಪಾದಕ ದಾಳಿಗೆ ಪ್ರತ್ಯುತ್ತರವಾಗಿ ಭಾರತೀಯ ಸೇನೆ ನಡೆಸಿದ ಕಾರ್ಯಾಚರಣೆ ಪಾಕಿಸ್ತಾನಕ್ಕೆ ಸ್ಪಷ್ಟ ಸಂದೇಶ ನೀಡಿದೆ. ಒಂಬತ್ತು ಭಯೋತ್ಪಾದಕ ನೆಲೆಗಳನ್ನು ನಾಶಪಡಿಸುವ ಮೂಲಕ ದೇಶದ ಸಾಮರ್ಥ್ಯವನ್ನು ಜಗತ್ತಿಗೆ ತೋರಿಸಿದೆ. ಕರ್ನಲ್ ಸೋಫಿಯಾ ಖುರೇಷಿ ಹಾಗೂ ವಿಂಗ್ ಕಮಾಂಡರ್ ವ್ಯೋಮಿಕಾ ಸಿಂಗ್ ಅವರು ನೀಡಿದ ಮಾಹಿತಿ ಭಾರತೀಯ ನಾರಿಶಕ್ತಿಯ ಪ್ರತೀಕವಾಗಿದೆ ಎಂದರು. ಕಾಯ್ದೆಗಳನ್ನು ಸಾಕಾರಗೊಳಿಸಿರುವ ನರೇಂದ್ರ ಮೋದಿಯವರು ಮುಂದಿನ ದಿನಗಳಲ್ಲಿ ಅಖಂಡ ಭಾರತದ ಕನಸನ್ನು ನನಸು ಮಾಡಲಿದ್ದಾರೆ. ದೇಶದ ಭದ್ರತೆಯ ವಿಚಾರದಲ್ಲಿ ಯಾವುದೇ ರಾಜಿ ಇಲ್ಲ ಎಂಬುದನ್ನು ಆಪರೇಷನ್ ಸಿಂಧೂರ ಸಾಬೀತುಪಡಿಸಿದೆ. ನಾಗರಿಕರು ದೇಶದ ಸೈನಿಕರ ಬೆನ್ನಿಗೆ ನಿಲ್ಲಬೇಕು, ಸುಳ್ಳು ಸುದ್ದಿಗಳಿಗೆ ಕಿವಿಗೊಡಬಾರದು ಎಂದು ಕರೆ ನೀಡಿದರು. ಸಮಾಜದ ಕಾರ್ಯಕರ್ತ ಸತೀಶ್ ಪೂಜಾರಿ ಮಾತನಾಡಿ, ಸೈನಿಕರ ತ್ಯಾಗ ಮತ್ತು ಬಲಿದಾನವನ್ನು ಸದಾ ಸ್ಮರಿಸಬೇಕು ಎಂದರು. ಕಾರ್ಯಕ್ರಮದಲ್ಲಿ ಮುಖಂಡರು, ನಾಗರಿಕರು, ಮಾಜಿ ಸೈನಿಕರು ಪಾಲ್ಗೊಂಡಿದ್ದರು.	[510, 761, 936, 931]
rudramuni-headline: ಹಿಂಜರಿಕೆ ಇಲ್ಲದೆ ಸಮೀಕ್ಷೆಯಲ್ಲಿ ಪಾಲ್ಗೊಳ್ಳಿ	[684, 1724, 1094, 1760]
press-meet-photo	[896, 1780, 1298, 1872]
brief-2-dateline: ದಾವಣಗೆರೆ:	[42, 551, 83, 563]
briefs-logo	[42, 142, 260, 198]
renuka-headline: ಮಾಜಿ ಸಚಿವ ಎಂ.ಪಿ. ರೇಣುಕಾಚಾರ್ಯ ಕೊಟ್ಟೂರು ಮಂಜುನಾಥ್ ಅಯೋಗ್ಯ	[962, 447, 1273, 494]
brief-3-dateline: ದಾವಣಗೆರೆ:	[42, 1020, 83, 1032]
brief-1-dateline: ದಾವಣಗೆರೆ:	[42, 271, 83, 283]
book-release-photo	[250, 1780, 452, 1866]
lead-headline: ಆಪರೇಷನ್ ಸಿಂಧೂರ ದೇಶದ ಮೈಲಿಗಲ್ಲು	[296, 479, 783, 522]
lead-body-col2	[510, 760, 936, 1044]
yatnal-dateline: ದಾವಣಗೆರೆ:	[736, 1105, 777, 1117]
awareness-text: ನಗರದ ವಿಶ್ವಚೇತನ ಸುಲಿಗೇರಾಗ್ಗಳ ಸಂಯುಕ್ತ ಪ್ರಾದೇಶಿಕ ಕೇಂದ್ರದಲ್ಲಿ ಇತ್ತೀಚೆಗೆ ಜಾಗತಿಕ ಪ್ರವೇಶ ಜಾಗೃತಿ ದಿನ ಆಚರಿಸಲಾಯಿತು. ಕಾರ್ಯಕ್ರಮ ಉದ್ಘಾಟಿಸಿದ ಕೇಂದ್ರದ ನಿರ್ದೇಶಕ ಮಿಲಾಪ್ಪ ಮಾತನಾಡಿ, ಶಿಕ್ಷಣ, ಚಲನಶೀಲತೆ, ತಂತ್ರಜ್ಞಾನದಲ್ಲಿ ಪ್ರವೇಶ ಮತ್ತು ಬಳಕೆಯಲ್ಲಿ ಅಡೆತಡೆ ಇಲ್ಲದ ವಾತಾವರಣ ಕಲ್ಪಿಸುವ ಅಗತ್ಯವಿದೆ. ತಂತ್ರಜ್ಞಾನ ಮತ್ತು ಭೌತಿಕ ಸ್ಥಳಗಳನ್ನು ಎಲ್ಲರೂ ಪ್ರವೇಶಿಸಬಹುದಾದಂತೆ ವಿನ್ಯಾಸಗೊಳಿಸುವುದು ಮುಖ್ಯ. ದಿವ್ಯಾಂಗ ವ್ಯಕ್ತಿಗಳು, ವೃದ್ಧರು ಹಾಗೂ ಹಿಂದುಳಿದ ಸಮುದಾಯಗಳಿಗೆ ಸಮಾನ ಅವಕಾಶ ಸಿಗಬೇಕು ಎಂದರು. ಜಿಲ್ಲಾ ವಿಕಲಚೇತನರ ಕಲ್ಯಾಣಾಧಿಕಾರಿ ಡಾ.ಕೆ.ಕೆ.ಪ್ರಕಾಶ್, ಕೇಂದ್ರದ ಅಧಿಕಾರಿಗಳು, ಸಿಬ್ಬಂದಿ ಇದ್ದರು.	[676, 169, 983, 282]
header-date: 18 ಮೇ 2025	[88, 80, 157, 94]
brand-logo-icon	[1010, 50, 1040, 80]
prakash-callout-text: ಸಾರ್ವತ್ರಿಕ ಶಿಕ್ಷಣದಿಂದ ಸಮಾನ ಅವಕಾಶ.	[259, 1878, 403, 1891]
rudramuni-body-col3	[1098, 1876, 1296, 2074]
rudramuni-body-col1	[684, 1774, 884, 2074]
brand-stripes	[1270, 40, 1296, 118]
prakash-body-col3	[458, 1774, 662, 2074]
max-temp: 30	[698, 74, 735, 104]
masthead: ದಾವಣಗೆರೆ	[370, 56, 544, 112]
kavitha-body	[756, 1424, 1296, 1660]
lower-rule	[742, 1385, 743, 1657]
awareness-dateline: ದಾವಣಗೆರೆ:	[676, 169, 717, 181]
registration-marks-left	[108, 2082, 168, 2092]
brand-name: ಹೊಸದಿಗಂತ	[1046, 44, 1185, 84]
kavitha-text: ಮುಂದಿನ ಪೀಳಿಗೆಗೆ ಜಲ ಸಂಪನ್ಮೂಲ ಉಳಿಸುವ ನಿಟ್ಟಿನಲ್ಲಿ ಅಂತರ್ಜಲವನ್ನು ಹಿತಮಿತವಾಗಿ ಬಳಸಬೇಕು ಎಂದು ತಾಲೂಕು ಪಂಚಾಯಿತಿ ಕಾರ್ಯನಿರ್ವಾಹಕ ಅಧಿಕಾರಿ ಕವಿತಾ ಬೇಡರ್ ಹೇಳಿದರು. ನಗರದ ತಾಲೂಕು ಪಂಚಾಯಿತಿ ಸಭಾಂಗಣದಲ್ಲಿ ನಡೆದ ಅಟಲ್ ಭೂಜಲ ಯೋಜನೆಯ ಜಾಗೃತಿ ಕಾರ್ಯಕ್ರಮದಲ್ಲಿ ಮಾತನಾಡಿದ ಅವರು, ಬೇಸಿಗೆಯಲ್ಲಿ ನೀರಿನ ಸಮಸ್ಯೆ ಉಲ್ಬಣಿಸುತ್ತಿದ್ದು, ಮಳೆ ನೀರು ಕೊಯ್ಲು, ಇಂಗು ಗುಂಡಿ ನಿರ್ಮಾಣದ ಮೂಲಕ ಅಂತರ್ಜಲ ಮಟ್ಟ ಹೆಚ್ಚಿಸಬೇಕು. ರೈತರು ಹನಿ ನೀರಾವರಿ, ತುಂತುರು ನೀರಾವರಿ ಪದ್ಧತಿ ಅಳವಡಿಸಿಕೊಳ್ಳಬೇಕು. ನರೇಗಾ ಯೋಜನೆಯಡಿ ಕೆರೆ ಹೂಳೆತ್ತುವ ಕಾಮಗಾರಿ ಕೈಗೊಳ್ಳಲಾಗುತ್ತಿದೆ ಎಂದರು. ಅಧಿಕಾರಿಗಳು, ಗ್ರಾಮ ಪಂಚಾಯಿತಿ ಸದಸ್ಯರು ಭಾಗವಹಿಸಿದ್ದರು.	[756, 1425, 1296, 1495]
lead-callout-body: ಪಹಲ್ಗಾಮ್ ದಾಳಿಯನ್ನು ಯಾವುದೇ ಕಾರಣಕ್ಕೂ ಮರೆಯಬಾರದು. ಶತ್ರುವಿನ ಜೀವನಾಡಿಯಾದ ಸಿಂಧೂ ನದಿಯನ್ನೇ ಸ್ಥಗಿತಗೊಳಿಸುವ ಮೂಲಕ ಭಾರತ ತನ್ನ ಶಕ್ತಿ ತೋರಿದೆ. ಭಯೋತ್ಪಾದನೆ ಕೃತ್ಯಕ್ಕೆ ಉತ್ತರವಾಗಿ ಕೈಗೊಂಡ ಕಾರ್ಯಾಚರಣೆ ಜಗತ್ತಿಗೆ ಸ್ಪಷ್ಟ ಸಂದೇಶ ರವಾನಿಸಿದೆ. ದೇಶದ ಜನರ ಮೇಲೆ ನಡೆಯುವ ದಾಳಿಯನ್ನು ಸಹಿಸುವುದಿಲ್ಲ ಎಂದು ಎಚ್ಚರಿಕೆ ನೀಡಲಾಗಿದೆ.	[745, 568, 929, 664]
lower-section-rule	[280, 1382, 1298, 1383]
lead-callout-title: ವೈರಿ ರಾಷ್ಟ್ರಕ್ಕೆ ಎಚ್ಚರಿಕೆ	[745, 545, 847, 563]
basava-jayanti-photo	[296, 1392, 734, 1606]
max-temp-label: ಗರಿಷ್ಠ	[704, 60, 722, 71]
